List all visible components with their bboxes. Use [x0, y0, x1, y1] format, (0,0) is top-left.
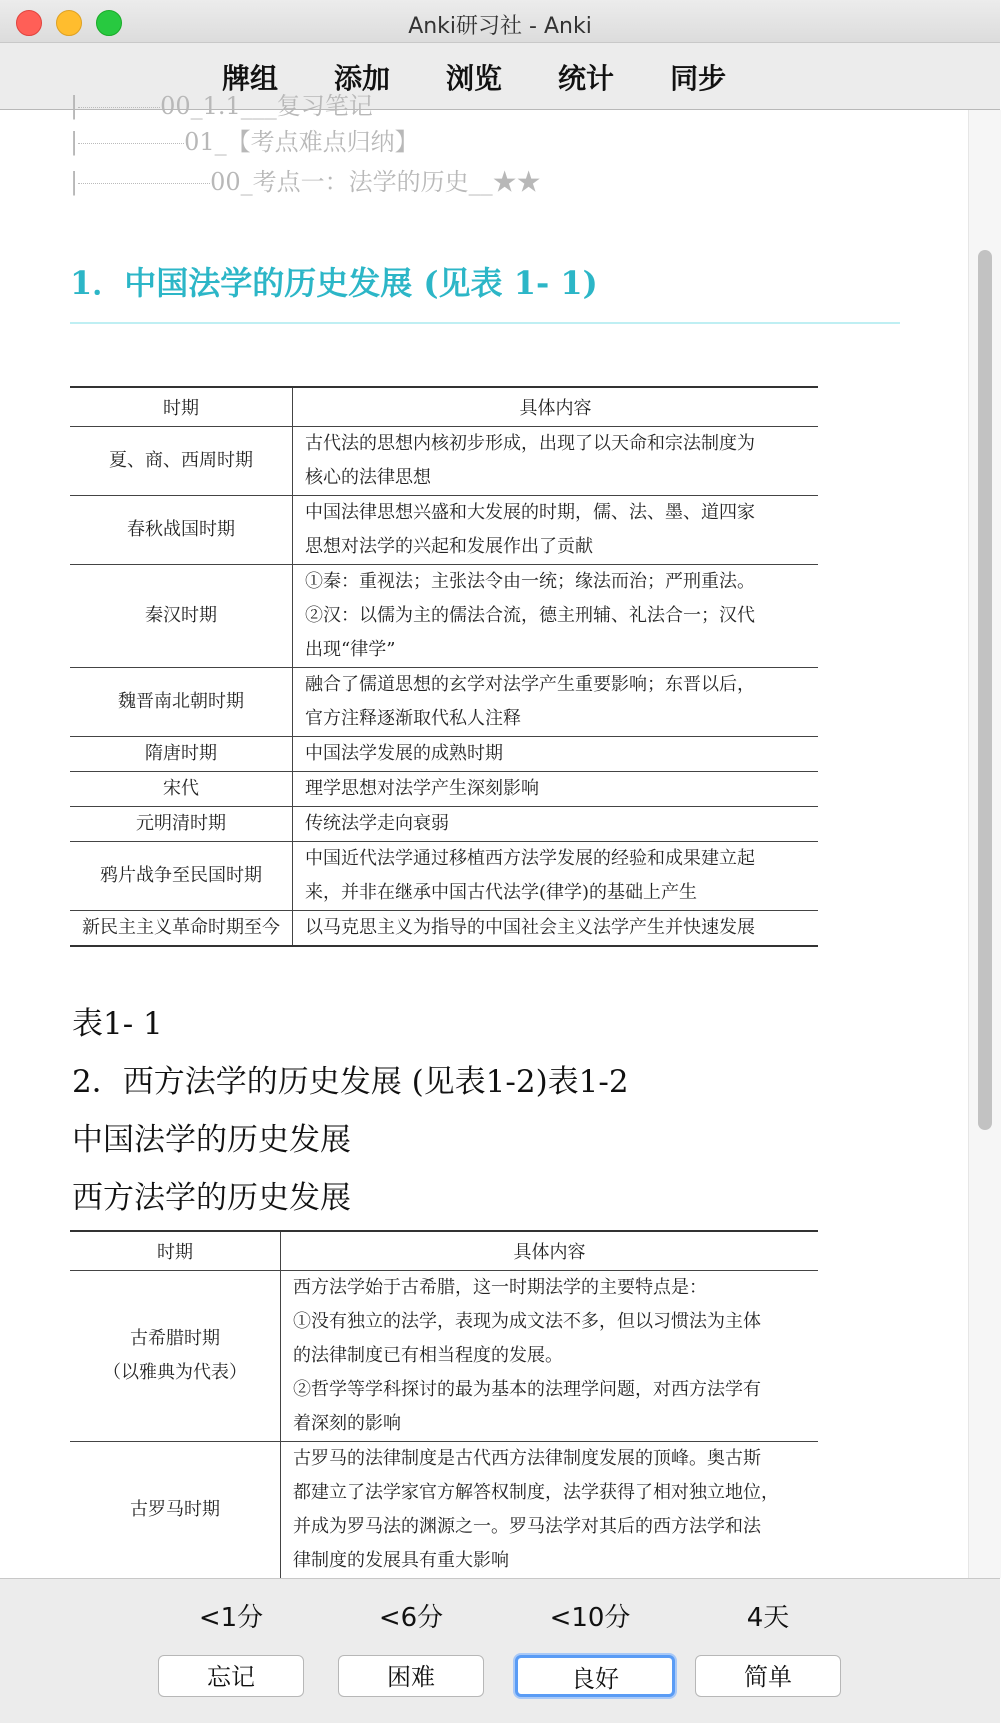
answer-hard: [336, 1579, 486, 1697]
period-text: 古希腊时期: [130, 1328, 220, 1349]
table-row: [70, 807, 818, 842]
period-cell: [70, 737, 293, 772]
content-cell: [293, 772, 819, 807]
table-header: 时期: [70, 1231, 281, 1271]
scrollbar-thumb[interactable]: [978, 250, 992, 1130]
table-caption: 表1- 1: [72, 1006, 163, 1042]
toolbar-sync[interactable]: 同步: [670, 62, 727, 95]
content-line: 中国法律思想兴盛和大发展的时期，儒、法、墨、道四家: [305, 502, 755, 523]
section-heading: 1．中国法学的历史发展 (见表 1- 1): [70, 264, 598, 302]
toolbar-browse[interactable]: 浏览: [446, 62, 503, 95]
west-law-history-table: [70, 1230, 818, 1580]
content-cell: [281, 1442, 819, 1580]
content-line: 的法律制度已有相当程度的发展。: [293, 1345, 563, 1366]
table-row: [70, 427, 818, 496]
period-text: 宋代: [163, 778, 199, 799]
answer-easy: [693, 1579, 843, 1697]
content-line: 着深刻的影响: [293, 1413, 401, 1434]
interval-label: <1分: [198, 1603, 264, 1633]
period-cell: [70, 565, 293, 668]
answer-again: [156, 1579, 306, 1697]
window-title: Anki研习社 - Anki: [408, 14, 592, 39]
table-header: 具体内容: [293, 387, 819, 427]
period-text: 夏、商、西周时期: [109, 450, 253, 471]
content-line: 古罗马的法律制度是古代西方法律制度发展的顶峰。奥古斯: [293, 1448, 761, 1469]
content-line: 中国法学发展的成熟时期: [305, 743, 503, 764]
period-cell: [70, 1442, 281, 1580]
table-row: [70, 668, 818, 737]
content-line: ①没有独立的法学，表现为成文法不多，但以习惯法为主体: [293, 1311, 761, 1332]
easy-button[interactable]: 简单: [695, 1655, 841, 1697]
table-header: 具体内容: [281, 1231, 819, 1271]
period-text: 秦汉时期: [145, 605, 217, 626]
content-line: 出现“律学”: [305, 639, 396, 660]
content-cell: [293, 911, 819, 947]
table-row: [70, 842, 818, 911]
content-cell: [293, 668, 819, 737]
content-line: ①秦：重视法；主张法令由一统；缘法而治；严刑重法。: [305, 571, 755, 592]
period-cell: [70, 427, 293, 496]
period-text: 元明清时期: [136, 813, 226, 834]
period-cell: [70, 911, 293, 947]
section-paragraph: 中国法学的历史发展: [72, 1122, 351, 1158]
period-text: 春秋战国时期: [127, 519, 235, 540]
period-text: 古罗马时期: [130, 1499, 220, 1520]
content-line: 古代法的思想内核初步形成，出现了以天命和宗法制度为: [305, 433, 755, 454]
content-cell: [293, 842, 819, 911]
period-cell: [70, 772, 293, 807]
section-paragraph: 西方法学的历史发展: [72, 1180, 351, 1216]
period-cell: [70, 842, 293, 911]
title-bar: [0, 0, 1000, 43]
period-text: 魏晋南北朝时期: [118, 691, 244, 712]
content-line: 理学思想对法学产生深刻影响: [305, 778, 539, 799]
content-line: ②汉：以儒为主的儒法合流，德主刑辅、礼法合一；汉代: [305, 605, 755, 626]
toolbar-stats[interactable]: 统计: [558, 62, 615, 95]
period-cell: [70, 668, 293, 737]
tree-line-level1: 00_1.1___复习笔记: [160, 92, 373, 120]
interval-label: <10分: [549, 1603, 631, 1633]
table-row: [70, 737, 818, 772]
period-text: 隋唐时期: [145, 743, 217, 764]
answer-bar: [0, 1578, 1000, 1723]
content-line: 核心的法律思想: [305, 467, 431, 488]
section-paragraph: 2．西方法学的历史发展 (见表1-2)表1-2: [72, 1064, 629, 1100]
content-cell: [293, 807, 819, 842]
content-line: 融合了儒道思想的玄学对法学产生重要影响；东晋以后，: [305, 674, 755, 695]
period-cell: [70, 496, 293, 565]
content-cell: [293, 496, 819, 565]
period-text: 新民主主义革命时期至今: [82, 917, 280, 938]
good-button[interactable]: 良好: [515, 1655, 675, 1697]
interval-label: 4天: [746, 1603, 790, 1633]
table-row: [70, 1442, 818, 1580]
interval-label: <6分: [378, 1603, 444, 1633]
content-cell: [293, 565, 819, 668]
table-row: [70, 565, 818, 668]
content-line: 官方注释逐渐取代私人注释: [305, 708, 521, 729]
table-row: [70, 911, 818, 947]
tree-line-level3: 00_考点一：法学的历史__★★: [210, 168, 541, 196]
content-line: 西方法学始于古希腊，这一时期法学的主要特点是：: [293, 1277, 707, 1298]
table-header: 时期: [70, 387, 293, 427]
content-line: 并成为罗马法的渊源之一。罗马法学对其后的西方法学和法: [293, 1516, 761, 1537]
tree-line-level2: 01_【考点难点归纳】: [184, 128, 419, 156]
table-row: [70, 1271, 818, 1442]
again-button[interactable]: 忘记: [158, 1655, 304, 1697]
period-cell: [70, 807, 293, 842]
heading-divider: [70, 322, 900, 324]
card-content[interactable]: | 00_1.1___复习笔记 | 01_【考点难点归纳】 | 00_考点一：法学的历史__★★ 1．中国法学的历史发展 (见表 1- 1) 时期 具体内容 夏、商、西周时期 古代法的思想内核初步形成，出现了以天命和宗法制度为 核心的法律思想 春秋战国时期 中国法律思想兴盛和大发展的时期，儒、法、墨、道四家 思想对法学的兴起和发展作出了贡献 秦汉时期 ①秦：重视法；主张法令由一统；缘法而治；严刑重法。 ②汉：以儒为主的儒法合流，德主刑辅、礼法合一；汉代 出现“律学” 魏晋南北朝时期 融合了儒道思想的玄学对法学产生重要影响；东晋以后， 官方注释逐渐取代私人注释 隋唐时期 中国法学发展的成熟时期 宋代 理学思想对法学产生深刻影响 元明清时期 传统法学走向衰弱 鸦片战争至民国时期 中国近代法学通过移植西方法学发展的经验和成果建立起 来，并非在继承中国古代法学(律学)的基础上产生 新民主主义革命时期至今 以马克思主义为指导的中国社会主义法学产生并快速发展 表1- 1 2．西方法学的历史发展 (见表1-2)表1-2 中国法学的历史发展 西方法学的历史发展 时期 具体内容 古希腊时期 （以雅典为代表） 西方法学始于古希腊，这一时期法学的主要特点是： ①没有独立的法学，表现为成文法不多，但以习惯法为主体 的法律制度已有相当程度的发展。 ②哲学等学科探讨的最为基本的法理学问题，对西方法学有 着深刻的影响 古罗马时期 古罗马的法律制度是古代西方法律制度发展的顶峰。奥古斯 都建立了法学家官方解答权制度，法学获得了相对独立地位， 并成为罗马法的渊源之一。罗马法学对其后的西方法学和法 律制度的发展具有重大影响: [0, 110, 968, 1578]
content-scrollbar[interactable]: [968, 110, 1001, 1578]
content-line: ②哲学等学科探讨的最为基本的法理学问题，对西方法学有: [293, 1379, 761, 1400]
period-text: （以雅典为代表）: [103, 1362, 247, 1383]
content-line: 思想对法学的兴起和发展作出了贡献: [305, 536, 593, 557]
content-line: 都建立了法学家官方解答权制度，法学获得了相对独立地位，: [293, 1482, 779, 1503]
period-text: 鸦片战争至民国时期: [100, 865, 262, 886]
answer-good: [515, 1579, 665, 1697]
content-cell: [293, 737, 819, 772]
china-law-history-table: [70, 386, 818, 947]
content-cell: [293, 427, 819, 496]
content-line: 中国近代法学通过移植西方法学发展的经验和成果建立起: [305, 848, 755, 869]
content-cell: [281, 1271, 819, 1442]
content-line: 来，并非在继承中国古代法学(律学)的基础上产生: [305, 882, 698, 903]
table-row: [70, 772, 818, 807]
content-line: 传统法学走向衰弱: [305, 813, 449, 834]
content-line: 以马克思主义为指导的中国社会主义法学产生并快速发展: [305, 917, 755, 938]
toolbar-decks[interactable]: 牌组: [222, 62, 279, 95]
content-line: 律制度的发展具有重大影响: [293, 1550, 509, 1571]
hard-button[interactable]: 困难: [338, 1655, 484, 1697]
period-cell: [70, 1271, 281, 1442]
table-row: [70, 496, 818, 565]
toolbar-add[interactable]: 添加: [334, 62, 391, 95]
